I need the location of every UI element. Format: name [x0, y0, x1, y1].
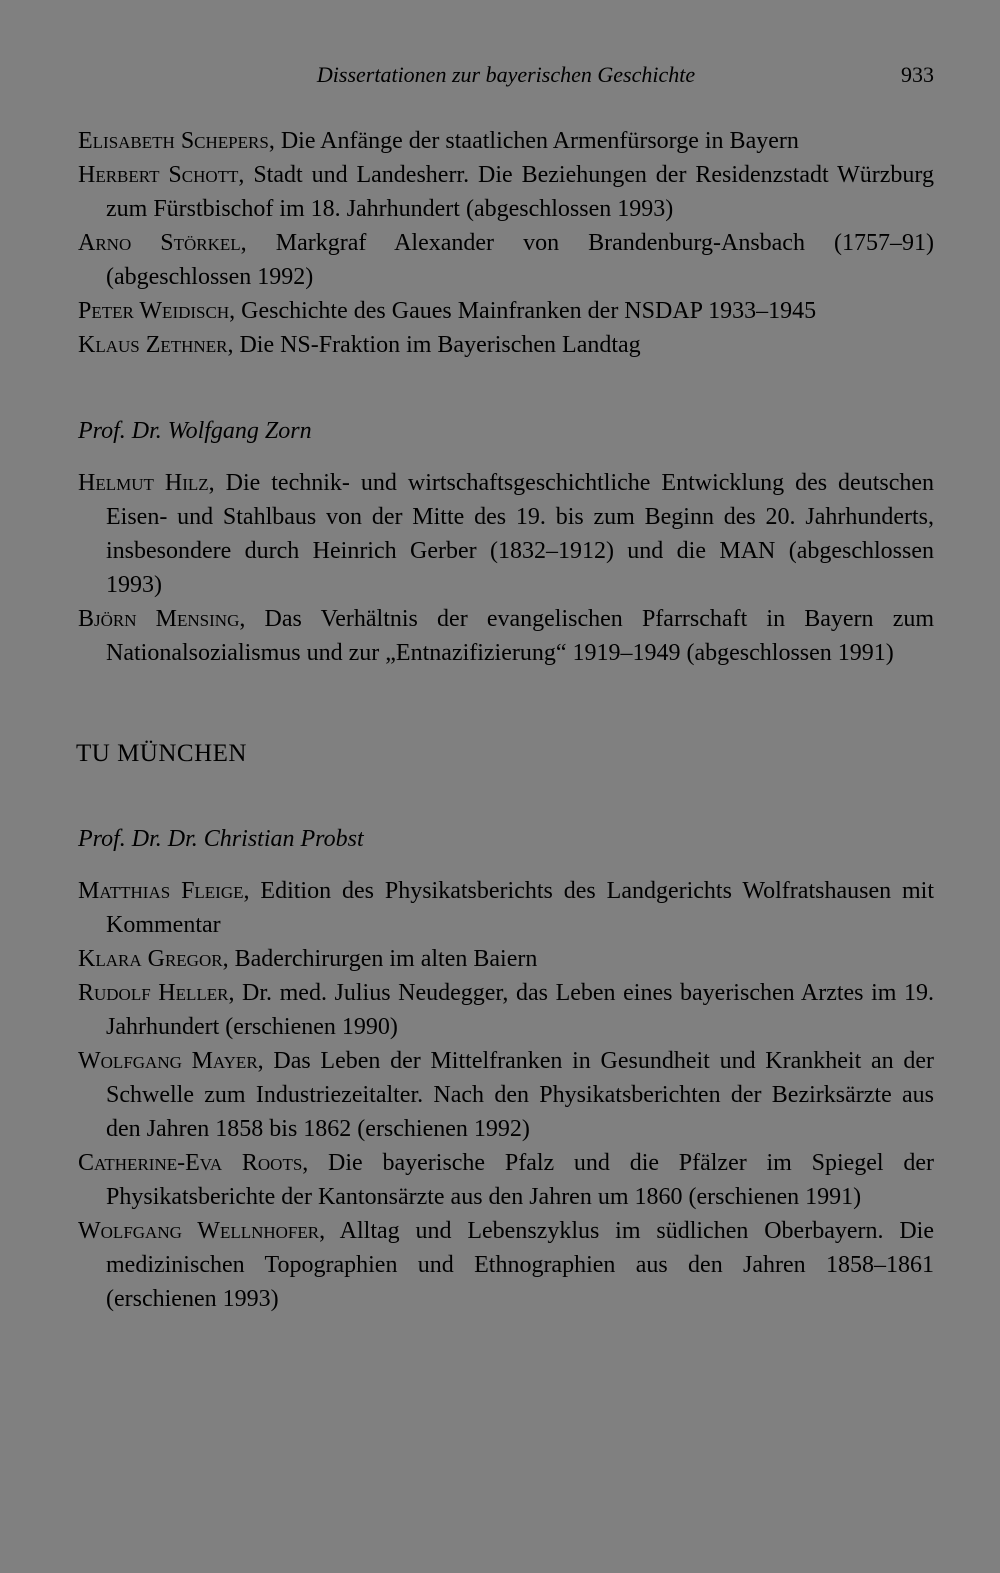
entry-author: Herbert Schott	[78, 162, 239, 188]
entry-author: Catherine-Eva Roots	[78, 1150, 303, 1176]
entry-title: , Geschichte des Gaues Mainfranken der NSDAP 1933–1945	[229, 298, 817, 324]
list-item	[78, 328, 934, 362]
professor-heading: Prof. Dr. Dr. Christian Probst	[78, 826, 364, 852]
entry-title: , Baderchirurgen im alten Baiern	[222, 946, 538, 972]
entry-author: Wolfgang Mayer	[78, 1048, 258, 1074]
entry-author: Helmut Hilz	[78, 470, 209, 496]
list-item	[78, 124, 934, 158]
list-item	[78, 158, 934, 226]
list-item	[78, 294, 934, 328]
entry-author: Björn Mensing	[78, 606, 240, 632]
entry-author: Peter Weidisch	[78, 298, 230, 324]
entry-title: , Das Leben der Mittelfranken in Gesundheit und Krankheit an der Schwelle zum Industriezeitalter. Nach den Physikatsberichten der Bezirksärzte aus den Jahren 1858 bis 1862 (erschienen 1992)	[106, 1048, 934, 1142]
list-item	[78, 466, 934, 602]
list-item	[78, 1214, 934, 1316]
entry-author: Klara Gregor	[78, 946, 223, 972]
entry-title: , Die NS-Fraktion im Bayerischen Landtag	[227, 332, 641, 358]
list-item	[78, 976, 934, 1044]
entry-title: , Stadt und Landesherr. Die Beziehungen der Residenzstadt Würzburg zum Fürstbischof im 18. Jahrhundert (abgeschlossen 1993)	[106, 162, 934, 222]
running-title: Dissertationen zur bayerischen Geschichte	[316, 62, 696, 87]
entry-title: , Die technik- und wirtschaftsgeschichtliche Entwicklung des deutschen Eisen- und Stahlbaus von der Mitte des 19. bis zum Beginn des 20. Jahrhunderts, insbesondere durch Heinrich Gerber (1832–1912) und die MAN (abgeschlossen 1993)	[106, 470, 935, 598]
entry-author: Matthias Fleige	[78, 878, 244, 904]
entry-author: Arno Störkel	[78, 230, 241, 256]
list-item	[78, 942, 934, 976]
list-item	[78, 602, 934, 670]
list-item	[78, 226, 934, 294]
entries-list-group2	[78, 466, 934, 670]
entry-title: , Die Anfänge der staatlichen Armenfürsorge in Bayern	[268, 128, 799, 154]
entry-title: , Edition des Physikatsberichts des Landgerichts Wolfratshausen mit Kommentar	[106, 878, 934, 938]
entries-list-group1	[78, 124, 934, 362]
professor-heading: Prof. Dr. Wolfgang Zorn	[78, 418, 312, 444]
list-item	[78, 1146, 934, 1214]
entry-title: , Alltag und Lebenszyklus im südlichen Oberbayern. Die medizinischen Topographien und Ethnographien aus den Jahren 1858–1861 (erschienen 1993)	[106, 1218, 934, 1312]
list-item	[78, 1044, 934, 1146]
entries-list-group3	[78, 874, 934, 1316]
entry-author: Elisabeth Schepers	[78, 128, 269, 154]
entry-title: , Markgraf Alexander von Brandenburg-Ansbach (1757–91) (abgeschlossen 1992)	[106, 230, 934, 290]
list-item	[78, 874, 934, 942]
running-header	[78, 62, 934, 96]
entry-author: Klaus Zethner	[78, 332, 228, 358]
section-title: TU MÜNCHEN	[76, 740, 247, 767]
entry-title: , Dr. med. Julius Neudegger, das Leben eines bayerischen Arztes im 19. Jahrhundert (erschienen 1990)	[106, 980, 934, 1040]
entry-title: , Das Verhältnis der evangelischen Pfarrschaft in Bayern zum Nationalsozialismus und zur „Entnazifizierung“ 1919–1949 (abgeschlossen 1991)	[106, 606, 935, 666]
entry-title: , Die bayerische Pfalz und die Pfälzer im Spiegel der Physikatsberichte der Kantonsärzte aus den Jahren um 1860 (erschienen 1991)	[106, 1150, 934, 1210]
entry-author: Rudolf Heller	[78, 980, 229, 1006]
page-number: 933	[901, 62, 934, 87]
entry-author: Wolfgang Wellnhofer	[78, 1218, 320, 1244]
